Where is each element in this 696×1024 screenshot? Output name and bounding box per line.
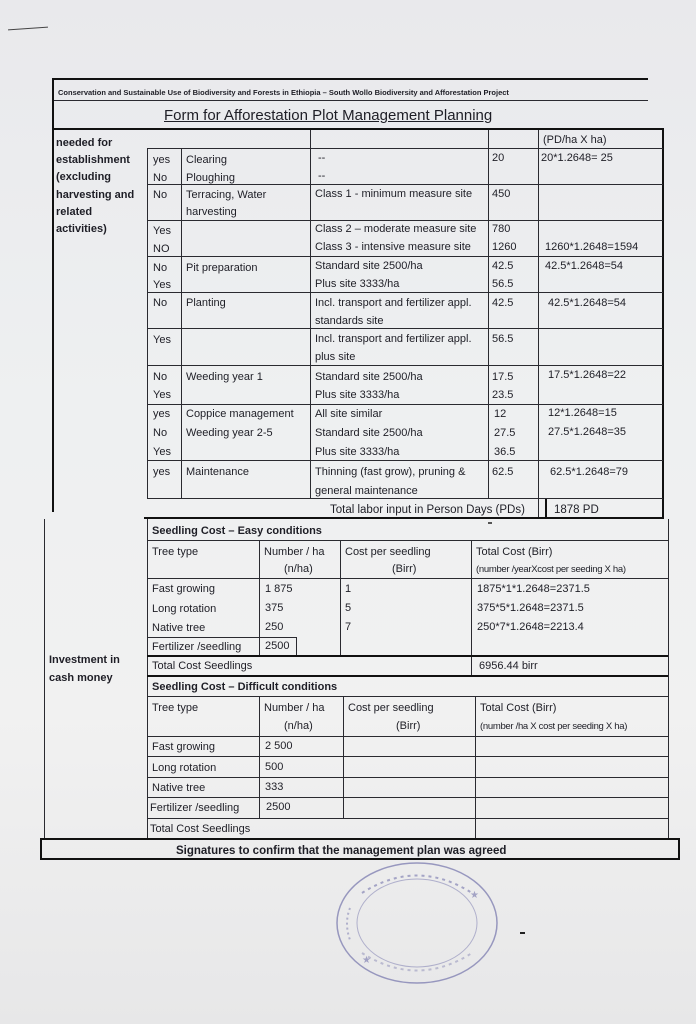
- investment-label-line: Investment in: [49, 654, 120, 666]
- row-site: Incl. transport and fertilizer appl.: [315, 333, 472, 345]
- row-site: Class 3 - intensive measure site: [315, 241, 471, 253]
- difficult-row-number: 2500: [266, 801, 291, 813]
- left-border: [52, 78, 54, 512]
- easy-row-type: Fertilizer /seedling: [152, 641, 242, 653]
- row-line: [147, 696, 668, 697]
- row-pd: 56.5: [492, 278, 514, 290]
- row-yn: Yes: [153, 225, 171, 237]
- row-line: [147, 818, 668, 819]
- col-line: [340, 540, 341, 655]
- difficult-row-type: Fast growing: [152, 741, 215, 753]
- svg-text:★: ★: [470, 890, 479, 901]
- divider: [52, 100, 648, 101]
- investment-label-line: cash money: [49, 672, 113, 684]
- row-site: All site similar: [315, 408, 383, 420]
- row-site: Class 1 - minimum measure site: [315, 188, 473, 200]
- difficult-header-cost: Cost per seedling: [348, 702, 434, 714]
- easy-row-type: Native tree: [152, 622, 206, 634]
- title-underline: [52, 128, 664, 130]
- row-yn: No: [153, 427, 168, 439]
- row-line: [147, 328, 663, 329]
- row-activity: Pit preparation: [186, 262, 258, 274]
- easy-header-number-unit: (n/ha): [284, 563, 313, 575]
- difficult-row-type: Fertilizer /seedling: [150, 802, 240, 814]
- row-calc: 1260*1.2648=1594: [545, 241, 639, 253]
- row-site-2: plus site: [315, 351, 356, 363]
- calc-header: (PD/ha X ha): [543, 134, 607, 146]
- difficult-row-type: Native tree: [152, 782, 206, 794]
- easy-row-number: 1 875: [265, 583, 293, 595]
- difficult-row-number: 2 500: [265, 740, 293, 752]
- row-pd: 56.5: [492, 333, 514, 345]
- col-site-left: [310, 130, 311, 498]
- row-activity: Weeding year 1: [186, 371, 263, 383]
- row-site: --: [318, 170, 326, 182]
- col-pd-left: [488, 130, 489, 498]
- row-line: [147, 777, 668, 778]
- easy-row-total: 250*7*1.2648=2213.4: [477, 621, 584, 633]
- col-line: [296, 637, 297, 655]
- row-line: [147, 498, 663, 499]
- easy-header-number: Number / ha: [264, 546, 325, 558]
- row-yn: Yes: [153, 446, 171, 458]
- easy-total-label: Total Cost Seedlings: [152, 660, 253, 672]
- difficult-header-type: Tree type: [152, 702, 199, 714]
- sig-left: [40, 838, 42, 859]
- row-activity: Ploughing: [186, 172, 235, 184]
- row-site-2: general maintenance: [315, 485, 418, 497]
- row-pd: 450: [492, 188, 511, 200]
- labor-label-line: harvesting and: [56, 189, 135, 201]
- easy-row-cost: 5: [345, 602, 352, 614]
- row-line: [147, 292, 663, 293]
- project-title: Conservation and Sustainable Use of Biodiversity and Forests in Ethiopia – South Wollo Biodiversity and Afforestation Project: [58, 88, 509, 97]
- row-yn: No: [153, 297, 168, 309]
- row-activity: Terracing, Water: [186, 189, 267, 201]
- row-line: [40, 838, 680, 840]
- row-line: [147, 797, 668, 798]
- labor-label-line: (excluding: [56, 171, 112, 183]
- row-pd: 62.5: [492, 466, 514, 478]
- difficult-total-label: Total Cost Seedlings: [150, 823, 251, 835]
- row-pd: 20: [492, 152, 505, 164]
- easy-row-cost: 1: [345, 583, 352, 595]
- total-labor-label: Total labor input in Person Days (PDs): [330, 504, 525, 516]
- row-yn: No: [153, 371, 168, 383]
- top-border: [52, 78, 648, 80]
- labor-label-line: establishment: [56, 154, 130, 166]
- row-pd: 36.5: [494, 446, 516, 458]
- row-site: Incl. transport and fertilizer appl.: [315, 297, 472, 309]
- row-line: [147, 675, 668, 677]
- row-activity: Coppice management: [186, 408, 294, 420]
- row-pd: 12: [494, 408, 507, 420]
- row-site: Standard site 2500/ha: [315, 260, 423, 272]
- difficult-row-type: Long rotation: [152, 762, 217, 774]
- col-line: [343, 696, 344, 818]
- form-title: Form for Afforestation Plot Management Planning: [164, 107, 493, 124]
- row-line: [147, 578, 668, 579]
- col-activity-left: [181, 148, 182, 498]
- difficult-row-number: 333: [265, 781, 284, 793]
- row-calc: 62.5*1.2648=79: [550, 466, 628, 478]
- row-site: Plus site 3333/ha: [315, 446, 400, 458]
- row-line: [147, 756, 668, 757]
- labor-label-line: activities): [56, 223, 107, 235]
- row-yn: NO: [153, 243, 170, 255]
- row-calc: 20*1.2648= 25: [541, 152, 613, 164]
- row-line: [147, 637, 297, 638]
- row-yn: yes: [153, 408, 171, 420]
- row-site: Class 2 – moderate measure site: [315, 223, 477, 235]
- easy-header-cost-unit: (Birr): [392, 563, 417, 575]
- easy-header-total: Total Cost (Birr): [476, 546, 553, 558]
- row-yn: yes: [153, 154, 171, 166]
- easy-header-type: Tree type: [152, 546, 199, 558]
- labor-label-line: needed for: [56, 137, 113, 149]
- difficult-header-number-unit: (n/ha): [284, 720, 313, 732]
- difficult-header-cost-unit: (Birr): [396, 720, 421, 732]
- row-line: [147, 256, 663, 257]
- row-activity: Clearing: [186, 154, 227, 166]
- easy-header-total-formula: (number /yearXcost per seeding X ha): [476, 564, 626, 575]
- col-yn-left: [147, 148, 148, 498]
- pen-mark: [8, 27, 48, 31]
- easy-total-value: 6956.44 birr: [479, 660, 538, 672]
- difficult-header-total: Total Cost (Birr): [480, 702, 557, 714]
- row-line: [147, 540, 668, 541]
- labor-label-line: related: [56, 206, 93, 218]
- easy-row-cost: 7: [345, 621, 352, 633]
- difficult-row-number: 500: [265, 761, 284, 773]
- easy-row-number: 375: [265, 602, 284, 614]
- col-line: [259, 696, 260, 818]
- row-activity: Weeding year 2-5: [186, 427, 273, 439]
- row-site: --: [318, 152, 326, 164]
- row-pd: 780: [492, 223, 511, 235]
- row-line: [147, 148, 663, 149]
- row-pd: 27.5: [494, 427, 516, 439]
- row-line: [147, 736, 668, 737]
- row-calc: 12*1.2648=15: [548, 407, 617, 419]
- row-yn: No: [153, 189, 168, 201]
- row-activity: Maintenance: [186, 466, 249, 478]
- row-line: [147, 460, 663, 461]
- labor-bottom: [144, 517, 664, 519]
- easy-title: Seedling Cost – Easy conditions: [152, 525, 322, 537]
- row-yn: Yes: [153, 279, 171, 291]
- row-yn: No: [153, 262, 168, 274]
- difficult-header-total-formula: (number /ha X cost per seeding X ha): [480, 721, 628, 732]
- signatures-label: Signatures to confirm that the management plan was agreed: [176, 845, 507, 857]
- row-site: Standard site 2500/ha: [315, 427, 423, 439]
- row-activity-2: harvesting: [186, 206, 237, 218]
- svg-text:★: ★: [362, 955, 371, 966]
- easy-row-number: 2500: [265, 640, 290, 652]
- row-pd: 42.5: [492, 297, 514, 309]
- invest-left-border: [44, 519, 45, 839]
- total-divider: [545, 499, 547, 517]
- easy-row-number: 250: [265, 621, 284, 633]
- row-line: [147, 655, 668, 657]
- official-stamp: [332, 858, 502, 988]
- row-pd: 42.5: [492, 260, 514, 272]
- sig-right: [678, 838, 680, 859]
- row-pd: 17.5: [492, 371, 514, 383]
- row-yn: Yes: [153, 389, 171, 401]
- row-line: [147, 220, 663, 221]
- total-labor-value: 1878 PD: [554, 504, 599, 516]
- row-site: Thinning (fast grow), pruning &: [315, 466, 466, 478]
- row-yn: yes: [153, 466, 171, 478]
- invest-right-border: [668, 519, 669, 839]
- row-activity: Planting: [186, 297, 226, 309]
- row-calc: 42.5*1.2648=54: [548, 297, 626, 309]
- row-line: [147, 365, 663, 366]
- easy-row-total: 375*5*1.2648=2371.5: [477, 602, 584, 614]
- row-site: Standard site 2500/ha: [315, 371, 423, 383]
- dash-mark: [488, 522, 492, 524]
- difficult-header-number: Number / ha: [264, 702, 325, 714]
- row-pd: 23.5: [492, 389, 514, 401]
- row-site: Plus site 3333/ha: [315, 278, 400, 290]
- row-site: Plus site 3333/ha: [315, 389, 400, 401]
- row-line: [147, 404, 663, 405]
- easy-row-total: 1875*1*1.2648=2371.5: [477, 583, 590, 595]
- easy-row-type: Fast growing: [152, 583, 215, 595]
- row-yn: Yes: [153, 334, 171, 346]
- easy-header-cost: Cost per seedling: [345, 546, 431, 558]
- invest-col: [147, 519, 148, 839]
- row-calc: 42.5*1.2648=54: [545, 260, 623, 272]
- dash-mark: [520, 932, 525, 934]
- easy-row-type: Long rotation: [152, 603, 217, 615]
- row-calc: 17.5*1.2648=22: [548, 369, 626, 381]
- row-calc: 27.5*1.2648=35: [548, 426, 626, 438]
- row-pd: 1260: [492, 241, 517, 253]
- row-site-2: standards site: [315, 315, 384, 327]
- row-yn: No: [153, 172, 168, 184]
- difficult-title: Seedling Cost – Difficult conditions: [152, 681, 338, 693]
